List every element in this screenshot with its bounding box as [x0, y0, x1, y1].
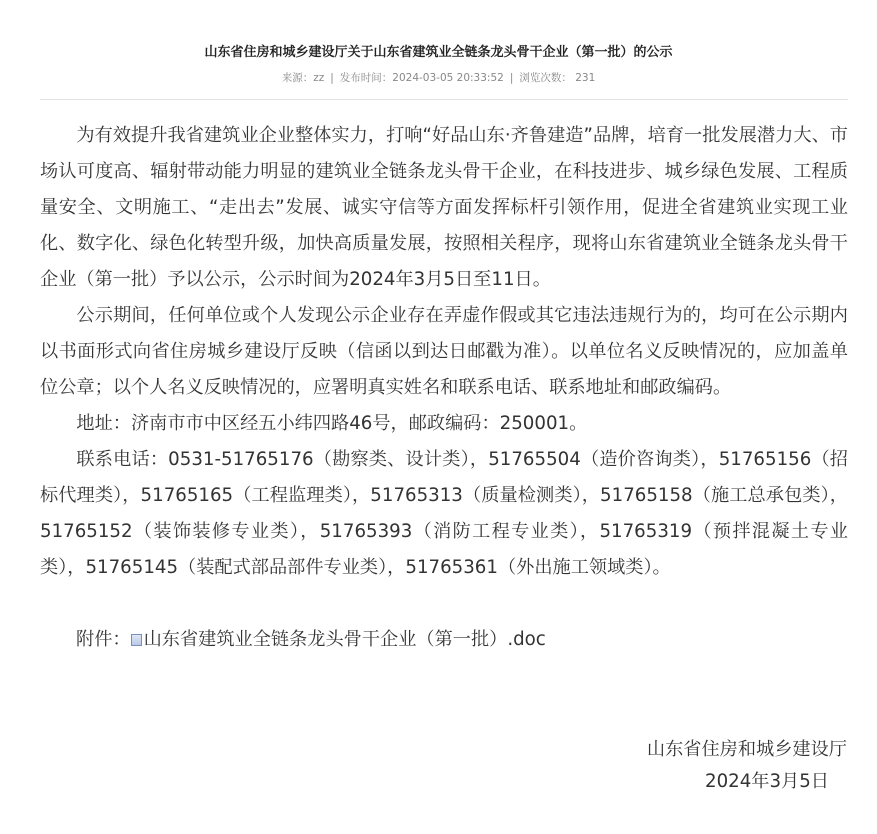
article-title: 山东省住房和城乡建设厅关于山东省建筑业全链条龙头骨干企业（第一批）的公示 — [204, 45, 673, 60]
paragraph-contacts: 联系电话：0531-51765176（勘察类、设计类），51765504（造价咨询类），51765156（招标代理类），51765165（工程监理类），51765313（质量检测类），51765158（施工总承包类），51765152（装饰装修专业类），51765393（消防工程专业类），51765319（预拌混凝土专业类），51765145（装配式部品部件专业类），51765361（外出施工领域类）。 — [40, 449, 848, 578]
signature-org: 山东省住房和城乡建设厅 — [646, 739, 847, 760]
title-divider — [40, 99, 848, 100]
meta-views: 浏览次数： 231 — [519, 72, 596, 84]
meta-separator: | — [509, 72, 514, 84]
article-meta — [0, 70, 877, 85]
attachment-label: 附件： — [76, 629, 131, 650]
paragraph-complaint: 公示期间，任何单位或个人发现公示企业存在弄虚作假或其它违法违规行为的，均可在公示期内以书面形式向省住房城乡建设厅反映（信函以到达日邮戳为准）。以单位名义反映情况的，应加盖单位公章；以个人名义反映情况的，应署明真实姓名和联系电话、联系地址和邮政编码。 — [40, 305, 848, 398]
meta-published: 发布时间：2024-03-05 20:33:52 — [339, 72, 504, 84]
meta-separator: | — [330, 72, 334, 84]
meta-source: 来源：zz — [281, 72, 325, 84]
attachment-link[interactable]: 山东省建筑业全链条龙头骨干企业（第一批）.doc — [143, 629, 546, 650]
paragraph-address: 地址：济南市市中区经五小纬四路46号，邮政编码：250001。 — [76, 413, 588, 434]
paragraph-intro: 为有效提升我省建筑业企业整体实力，打响“好品山东·齐鲁建造”品牌，培育一批发展潜力大、市场认可度高、辐射带动能力明显的建筑业全链条龙头骨干企业，在科技进步、城乡绿色发展、工程质量安全、文明施工、“走出去”发展、诚实守信等方面发挥标杆引领作用，促进全省建筑业实现工业化、数字化、绿色化转型升级，加快高质量发展，按照相关程序，现将山东省建筑业全链条龙头骨干企业（第一批）予以公示，公示时间为2024年3月5日至11日。 — [40, 125, 848, 290]
attachment-row — [76, 622, 546, 658]
signature-date: 2024年3月5日 — [705, 771, 829, 792]
doc-file-icon — [131, 634, 142, 646]
article-body — [40, 118, 848, 586]
